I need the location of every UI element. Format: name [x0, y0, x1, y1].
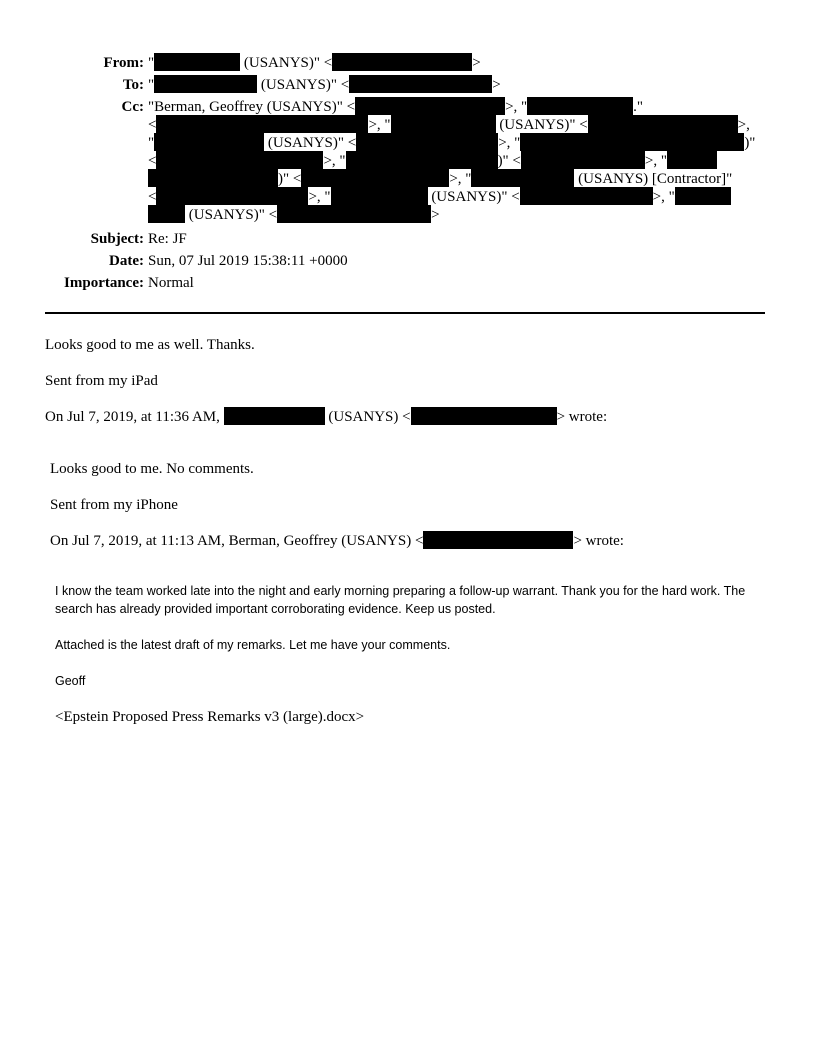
redaction — [331, 187, 428, 205]
redaction — [356, 133, 498, 151]
redaction — [423, 531, 573, 549]
message-paragraph-1: I know the team worked late into the night and early morning preparing a follow-up warrant. Thank you for the hard work. The search has already provided important corroborating evidence. Keep us posted. — [55, 584, 746, 616]
redaction — [521, 151, 645, 169]
cc-line-3: " (USANYS)" < >, " )" — [148, 135, 756, 151]
redaction — [154, 53, 240, 71]
signoff: Geoff — [55, 674, 86, 688]
cc-line-1: "Berman, Geoffrey (USANYS)" < >, " ." — [148, 99, 644, 115]
redaction — [391, 115, 496, 133]
redaction — [332, 53, 472, 71]
from-value: " (USANYS)" < > — [148, 55, 481, 71]
redaction — [277, 205, 431, 223]
subject-label: Subject: — [90, 231, 144, 247]
importance-value: Normal — [148, 275, 194, 291]
redaction — [675, 187, 731, 205]
date-label: Date: — [109, 253, 144, 269]
redaction — [154, 133, 264, 151]
redaction — [349, 75, 492, 93]
redaction — [148, 205, 185, 223]
from-label: From: — [103, 55, 144, 71]
to-label: To: — [122, 77, 144, 93]
header-divider — [45, 312, 765, 314]
importance-label: Importance: — [64, 275, 144, 291]
redaction — [355, 97, 505, 115]
redaction — [588, 115, 738, 133]
date-value: Sun, 07 Jul 2019 15:38:11 +0000 — [148, 253, 348, 269]
redaction — [471, 169, 574, 187]
redaction — [520, 133, 744, 151]
redaction — [527, 97, 633, 115]
redaction — [667, 151, 717, 169]
redaction — [154, 75, 257, 93]
quote-header-2: On Jul 7, 2019, at 11:13 AM, Berman, Geoffrey (USANYS) < > wrote: — [50, 533, 624, 549]
signature-ipad: Sent from my iPad — [45, 373, 158, 389]
reply-text: Looks good to me as well. Thanks. — [45, 337, 255, 353]
redaction — [148, 169, 278, 187]
cc-line-2: < >, " (USANYS)" < >, — [148, 117, 750, 133]
message-paragraph-2: Attached is the latest draft of my remarks. Let me have your comments. — [55, 638, 451, 652]
redaction — [156, 115, 368, 133]
attachment-link[interactable]: <Epstein Proposed Press Remarks v3 (large).docx> — [55, 709, 365, 725]
subject-value: Re: JF — [148, 231, 187, 247]
cc-line-4: < >, " )" < >, " — [148, 151, 717, 171]
reply-text-2: Looks good to me. No comments. — [50, 461, 254, 477]
redaction — [520, 187, 653, 205]
redaction — [301, 169, 449, 187]
redaction — [411, 407, 557, 425]
cc-line-7: (USANYS)" < > — [148, 205, 440, 225]
quote-header-1: On Jul 7, 2019, at 11:36 AM, (USANYS) < > wrote: — [45, 409, 608, 425]
cc-line-5: )" < >, " (USANYS) [Contractor]" — [148, 169, 732, 189]
redaction — [156, 151, 323, 169]
redaction — [346, 151, 498, 169]
redaction — [224, 407, 325, 425]
signature-iphone: Sent from my iPhone — [50, 497, 178, 513]
cc-label: Cc: — [121, 99, 144, 115]
redaction — [156, 187, 308, 205]
to-value: " (USANYS)" < > — [148, 77, 501, 93]
cc-line-6: < >, " (USANYS)" < >, " — [148, 187, 731, 207]
